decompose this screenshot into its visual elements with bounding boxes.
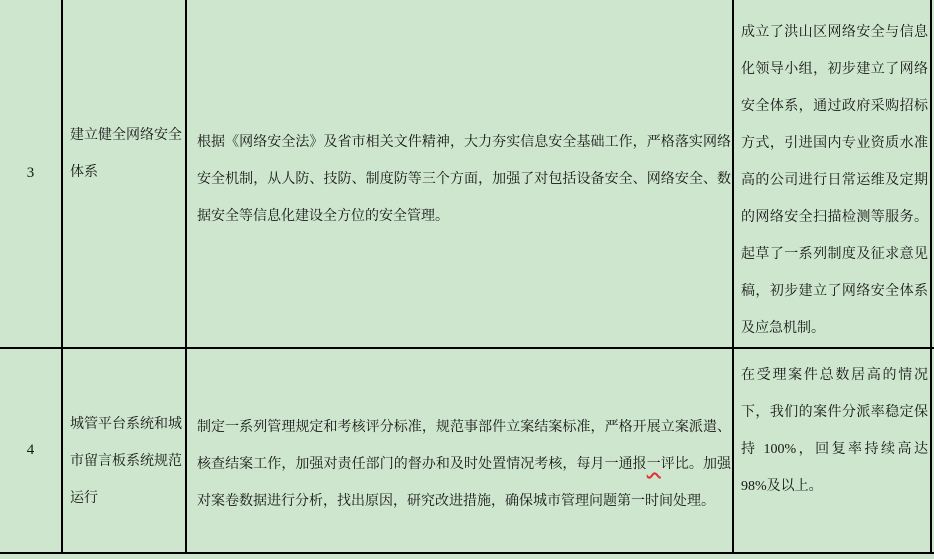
row4-results-text: 在受理案件总数居高的情况下，我们的案件分派率稳定保持 100%，回复率持续高达 98%及以上。 [741, 368, 928, 494]
row4-title-cell[interactable] [70, 406, 182, 517]
column-border-right [930, 0, 932, 553]
row-border-middle [0, 347, 934, 349]
row3-measures-text: 根据《网络安全法》及省市相关文件精神，大力夯实信息安全基础工作，严格落实网络安全机制，从人防、技防、制度防等三个方面，加强了对包括设备安全、网络安全、数据安全等信息化建设全方位的安全管理。 [197, 135, 731, 224]
column-border-3 [732, 0, 734, 553]
row4-measures-text-before: 制定一系列管理规定和考核评分标准，规范事部件立案结案标准，严格开展立案派遣、核查结案工作，加强对责任部门的督办和及时处置情况考核，每月一通报 [197, 420, 731, 472]
row3-results-cell[interactable] [741, 14, 928, 347]
row4-title-text: 城管平台系统和城市留言板系统规范运行 [70, 417, 182, 506]
row3-title-text: 建立健全网络安全体系 [70, 128, 182, 180]
row3-results-text: 成立了洪山区网络安全与信息化领导小组，初步建立了网络安全体系，通过政府采购招标方式，引进国内专业资质水准高的公司进行日常运维及定期的网络安全扫描检测等服务。起草了一系列制度及征求意见稿，初步建立了网络安全体系及应急机制。 [741, 25, 928, 336]
row4-number: 4 [26, 442, 35, 458]
row-border-bottom [0, 552, 934, 554]
row4-number-cell[interactable] [0, 349, 61, 552]
row3-measures-cell[interactable] [197, 124, 731, 235]
column-border-2 [185, 0, 187, 553]
spellcheck-squiggle-word: 一 [646, 457, 661, 472]
row3-number-cell[interactable] [0, 0, 61, 347]
row4-measures-cell[interactable] [197, 409, 731, 520]
row4-results-cell[interactable] [741, 357, 928, 505]
row3-title-cell[interactable] [70, 117, 182, 191]
row4-measures-text-after: 评比。加强对案卷数据进行分析，找出原因，研究改进措施，确保城市管理问题第一时间处理。 [197, 457, 732, 509]
column-border-1 [61, 0, 63, 553]
row3-number: 3 [26, 165, 35, 181]
